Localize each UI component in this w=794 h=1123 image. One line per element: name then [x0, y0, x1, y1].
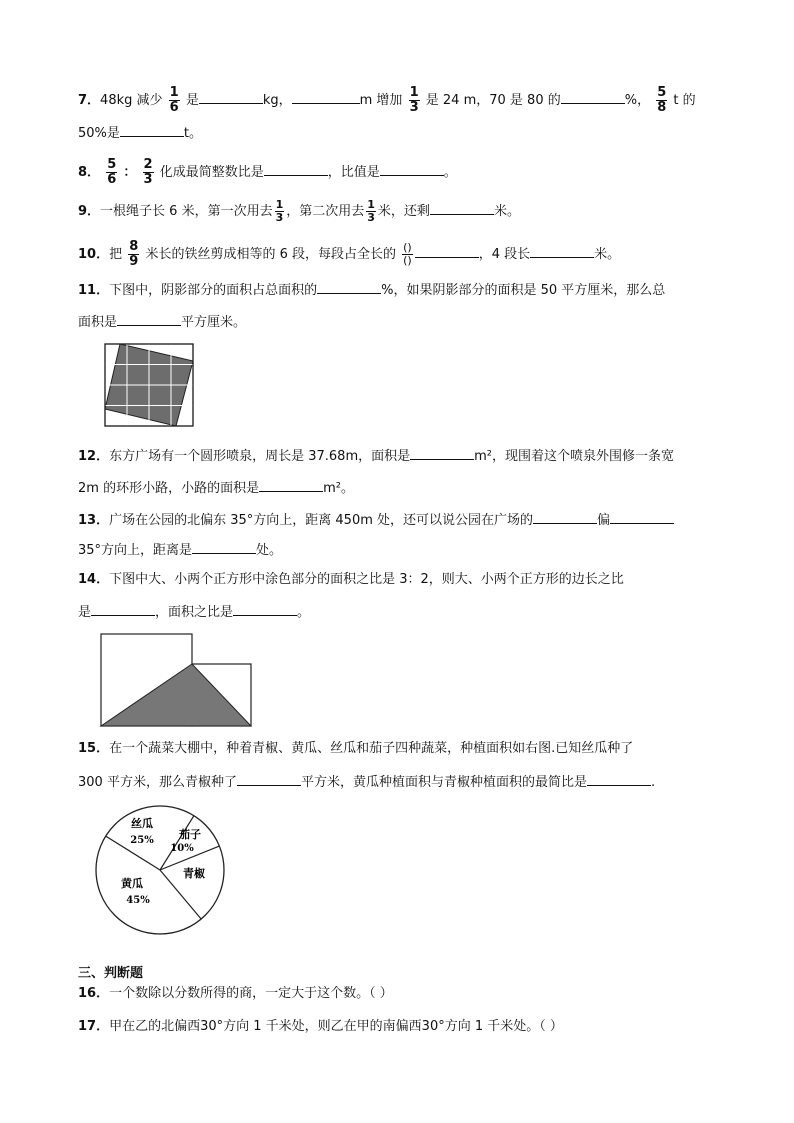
question-11: 11．下图中，阴影部分的面积占总面积的 %，如果阴影部分的面积是 50 平方厘米，那么总: [78, 279, 665, 301]
answer-blank[interactable]: [587, 771, 651, 786]
question-7-cont: 50%是 t。: [78, 122, 202, 144]
pie-pct-qiezi: 10%: [170, 843, 194, 854]
pie-pct-huanggua: 45%: [126, 895, 150, 906]
question-14-cont: 是 ，面积之比是 。: [78, 601, 310, 623]
question-number: 10．: [78, 247, 110, 262]
question-number: 14．: [78, 572, 110, 587]
fraction: $\frac{8}{9}$: [129, 239, 139, 269]
question-number: 17．: [78, 1019, 110, 1034]
fraction: $\frac{2}{3}$: [143, 157, 153, 187]
pie-label-huanggua: 黄瓜: [121, 877, 143, 890]
answer-blank[interactable]: [199, 89, 263, 104]
question-15-cont: 300 平方米，那么青椒种了 平方米，黄瓜种植面积与青椒种植面积的最简比是 .: [78, 771, 655, 793]
answer-blank[interactable]: [380, 161, 444, 176]
section-title: 三、判断题: [78, 966, 144, 981]
two-squares-figure: [98, 631, 254, 729]
question-number: 7．: [78, 93, 101, 108]
question-14: 14．下图中大、小两个正方形中涂色部分的面积之比是 3：2，则大、小两个正方形的边长之比: [78, 572, 624, 587]
question-number: 15．: [78, 741, 110, 756]
question-number: 9．: [78, 204, 101, 219]
grid-shaded-square-figure: [102, 341, 198, 429]
question-number: 8．: [78, 165, 101, 180]
question-16: 16．一个数除以分数所得的商，一定大于这个数。（ ）: [78, 986, 393, 1001]
answer-blank[interactable]: [561, 89, 625, 104]
answer-blank[interactable]: [292, 89, 360, 104]
answer-blank[interactable]: [120, 122, 184, 137]
question-13-cont: 35°方向上，距离是 处。: [78, 539, 282, 561]
question-15: 15．在一个蔬菜大棚中，种着青椒、黄瓜、丝瓜和茄子四种蔬菜，种植面积如右图.已知丝瓜种了: [78, 741, 634, 756]
pie-label-sigua: 丝瓜: [131, 817, 153, 830]
fraction-blank[interactable]: $\frac{()}{()}$: [403, 241, 412, 267]
answer-blank[interactable]: [317, 279, 381, 294]
question-17: 17．甲在乙的北偏西30°方向 1 千米处，则乙在甲的南偏西30°方向 1 千米处。（ ）: [78, 1019, 563, 1034]
pie-label-qingjiao: 青椒: [183, 867, 205, 880]
fraction: $\frac{5}{6}$: [107, 157, 117, 187]
question-11-cont: 面积是 平方厘米。: [78, 311, 246, 333]
question-number: 13．: [78, 513, 110, 528]
answer-blank[interactable]: [610, 509, 674, 524]
fraction: $\frac{1}{3}$: [367, 198, 375, 224]
answer-blank[interactable]: [415, 243, 479, 258]
question-12-cont: 2m 的环形小路，小路的面积是 m²。: [78, 477, 354, 499]
fraction: $\frac{1}{3}$: [275, 198, 284, 224]
fraction: $\frac{1}{6}$: [169, 85, 179, 115]
question-12: 12．东方广场有一个圆形喷泉，周长是 37.68m，面积是 m²，现围着这个喷泉外围修一条宽: [78, 445, 674, 467]
question-7: 7．48kg 减少 $\frac{1}{6}$ 是 kg， m 增加 $\frac{1}{3}$ 是 24 m，70 是 80 的 %， $\frac{5}{8}$ t 的: [78, 85, 696, 115]
answer-blank[interactable]: [533, 509, 597, 524]
pie-label-qiezi: 茄子: [179, 828, 201, 841]
question-13: 13．广场在公园的北偏东 35°方向上，距离 450m 处，还可以说公园在广场的 偏: [78, 509, 674, 531]
answer-blank[interactable]: [117, 311, 181, 326]
answer-blank[interactable]: [259, 477, 323, 492]
question-8: 8． $\frac{5}{6}$ ： $\frac{2}{3}$ 化成最简整数比是 ，比值是 。: [78, 157, 457, 187]
vegetable-pie-chart: [90, 800, 230, 940]
answer-blank[interactable]: [237, 771, 301, 786]
answer-blank[interactable]: [91, 601, 155, 616]
answer-blank[interactable]: [233, 601, 297, 616]
answer-blank[interactable]: [530, 243, 594, 258]
pie-pct-sigua: 25%: [130, 835, 154, 846]
answer-blank[interactable]: [192, 539, 256, 554]
question-number: 11．: [78, 283, 110, 298]
answer-blank[interactable]: [264, 161, 328, 176]
answer-blank[interactable]: [430, 200, 494, 215]
fraction: $\frac{1}{3}$: [409, 85, 419, 115]
question-number: 16．: [78, 986, 110, 1001]
answer-blank[interactable]: [410, 445, 474, 460]
question-9: 9．一根绳子长 6 米，第一次用去 $\frac{1}{3}$ ，第二次用去 $\frac{1}{3}$ 米，还剩 米。: [78, 198, 520, 224]
question-number: 12．: [78, 449, 110, 464]
question-10: 10．把 $\frac{8}{9}$ 米长的铁丝剪成相等的 6 段，每段占全长的 $\frac{()}{()}$ ，4 段长 米。: [78, 239, 621, 269]
fraction: $\frac{5}{8}$: [657, 85, 667, 115]
